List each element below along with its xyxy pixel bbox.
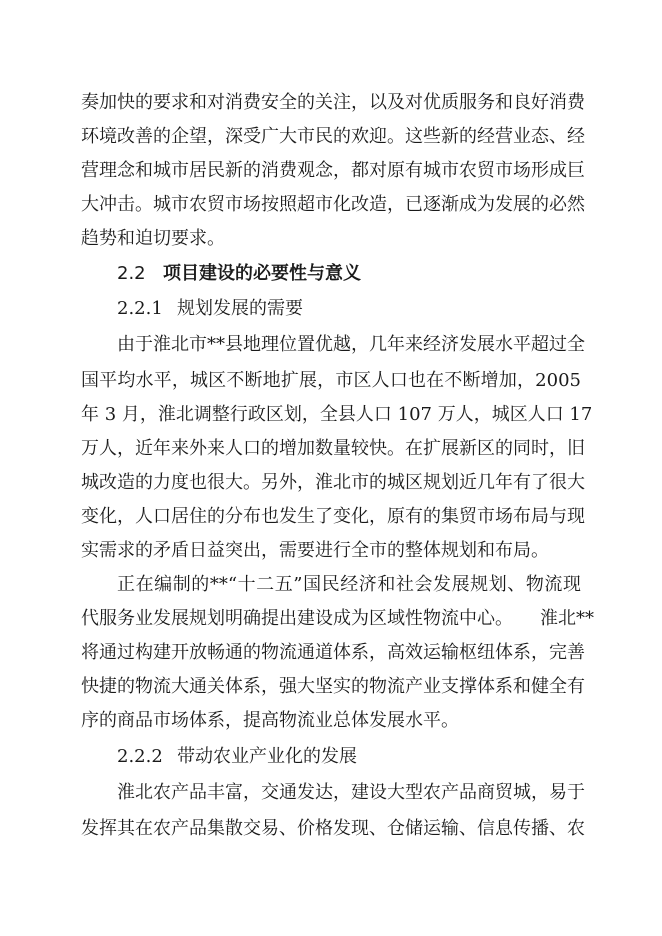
paragraph-line: 代服务业发展规划明确提出建设成为区域性物流中心。 淮北**: [81, 608, 594, 629]
paragraph-line: 淮北农产品丰富，交通发达，建设大型农产品商贸城，易于: [117, 782, 585, 803]
subsection-title: 带动农业产业化的发展: [177, 746, 357, 767]
subsection-title: 规划发展的需要: [177, 298, 303, 319]
intro-line: 环境改善的企望，深受广大市民的欢迎。这些新的经营业态、经: [81, 126, 585, 147]
intro-line: 趋势和迫切要求。: [81, 228, 225, 249]
subsection-number: 2.2.1: [117, 298, 163, 319]
paragraph-line: 将通过构建开放畅通的物流通道体系，高效运输枢纽体系，完善: [81, 642, 585, 663]
paragraph-line: 实需求的矛盾日益突出，需要进行全市的整体规划和布局。: [81, 540, 549, 561]
intro-line: 营理念和城市居民新的消费观念，都对原有城市农贸市场形成巨: [81, 160, 585, 181]
section-number: 2.2: [117, 263, 146, 284]
section-heading-2-2: [117, 257, 581, 291]
section-heading-2-2-1: [117, 292, 581, 326]
paragraph-line: 年 3 月，淮北调整行政区划，全县人口 107 万人，城区人口 17: [81, 404, 593, 425]
paragraph-line: 由于淮北市**县地理位置优越，几年来经济发展水平超过全: [117, 334, 585, 355]
paragraph-line: 国平均水平，城区不断地扩展，市区人口也在不断增加，2005: [81, 370, 581, 391]
paragraph-line: 城改造的力度也很大。另外，淮北市的城区规划近几年有了很大: [81, 472, 585, 493]
paragraph-line: 万人，近年来外来人口的增加数量较快。在扩展新区的同时，旧: [81, 438, 585, 459]
subsection-number: 2.2.2: [117, 746, 163, 767]
intro-line: 奏加快的要求和对消费安全的关注，以及对优质服务和良好消费: [81, 92, 585, 113]
intro-line: 大冲击。城市农贸市场按照超市化改造，已逐渐成为发展的必然: [81, 194, 585, 215]
section-title: 项目建设的必要性与意义: [163, 263, 361, 284]
paragraph-line: 快捷的物流大通关体系，强大坚实的物流产业支撑体系和健全有: [81, 676, 585, 697]
paragraph-line: 变化，人口居住的分布也发生了变化，原有的集贸市场布局与现: [81, 506, 585, 527]
paragraph-line: 正在编制的**“十二五”国民经济和社会发展规划、物流现: [117, 574, 581, 595]
paragraph-line: 发挥其在农产品集散交易、价格发现、仓储运输、信息传播、农: [81, 818, 585, 839]
section-heading-2-2-2: [117, 740, 581, 774]
paragraph-line: 序的商品市场体系，提高物流业总体发展水平。: [81, 710, 459, 731]
